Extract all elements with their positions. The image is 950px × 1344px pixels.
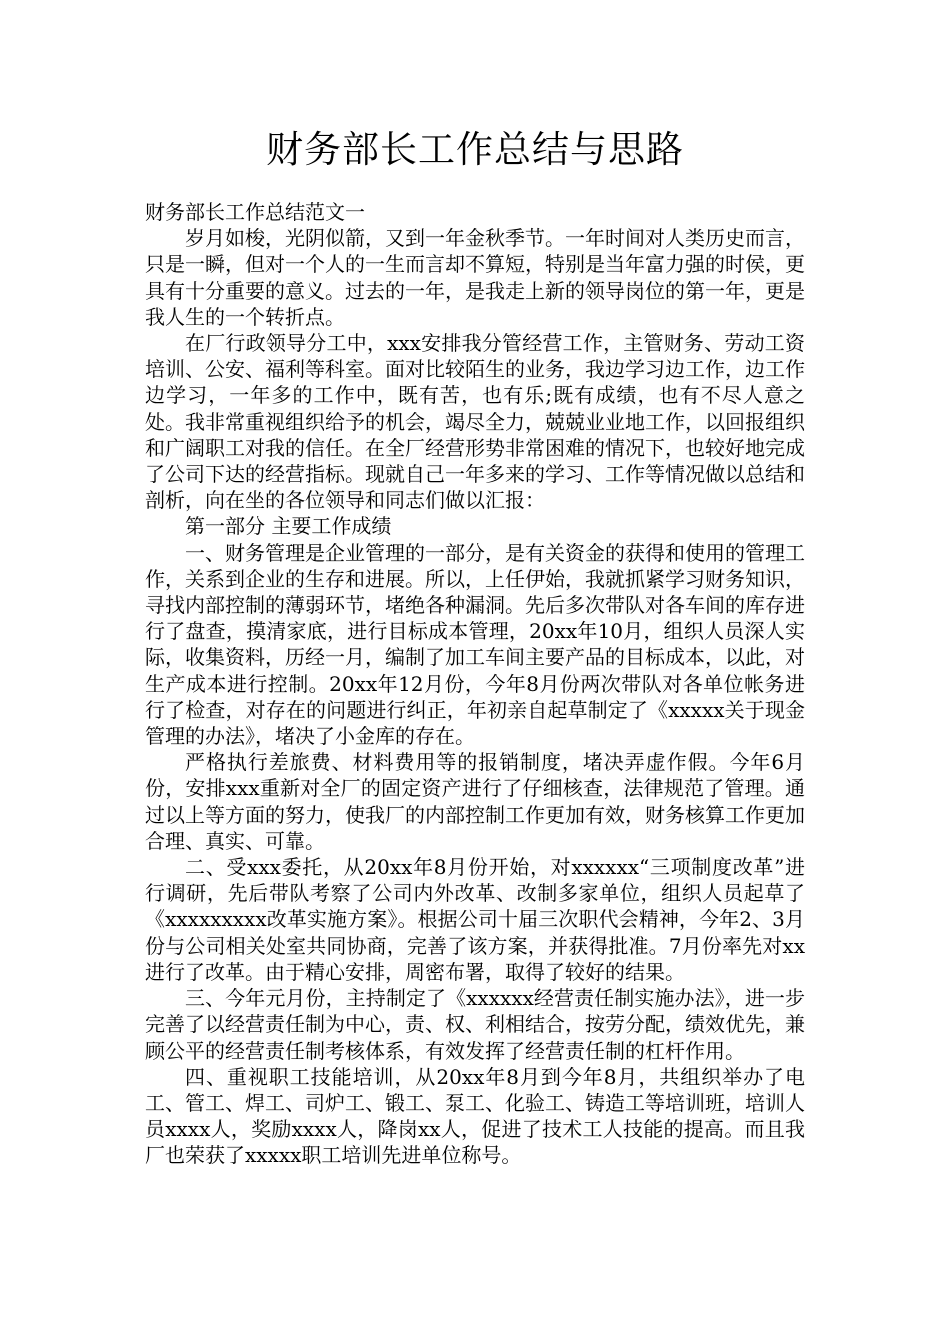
paragraph: 岁月如梭，光阴似箭，又到一年金秋季节。一年时间对人类历史而言，只是一瞬，但对一个人的一生而言却不算短，特别是当年富力强的时侯，更具有十分重要的意义。过去的一年，是我走上新的领导岗位的第一年，更是我人生的一个转折点。 xyxy=(145,226,805,329)
paragraph: 三、今年元月份，主持制定了《xxxxxx经营责任制实施办法》，进一步完善了以经营责任制为中心，责、权、利相结合，按劳分配，绩效优先，兼顾公平的经营责任制考核体系，有效发挥了经营责任制的杠杆作用。 xyxy=(145,986,805,1063)
paragraph: 在厂行政领导分工中，xxx安排我分管经营工作，主管财务、劳动工资培训、公安、福利等科室。面对比较陌生的业务，我边学习边工作，边工作边学习，一年多的工作中，既有苦，也有乐;既有成绩，也有不尽人意之处。我非常重视组织给予的机会，竭尽全力，兢兢业业地工作，以回报组织和广阔职工对我的信任。在全厂经营形势非常困难的情况下，也较好地完成了公司下达的经营指标。现就自己一年多来的学习、工作等情况做以总结和剖析，向在坐的各位领导和同志们做以汇报： xyxy=(145,331,805,513)
paragraph: 一、财务管理是企业管理的一部分，是有关资金的获得和使用的管理工作，关系到企业的生存和进展。所以，上任伊始，我就抓紧学习财务知识，寻找内部控制的薄弱环节，堵绝各种漏洞。先后多次带队对各车间的库存进行了盘查，摸清家底，进行目标成本管理，20xx年10月，组织人员深人实际，收集资料，历经一月，编制了加工车间主要产品的目标成本，以此，对生产成本进行控制。20xx年12月份，今年8月份两次带队对各单位帐务进行了检查，对存在的问题进行纠正，年初亲自起草制定了《xxxxx关于现金管理的办法》，堵决了小金库的存在。 xyxy=(145,540,805,749)
paragraph: 二、受xxx委托，从20xx年8月份开始，对xxxxxx“三项制度改革”进行调研，先后带队考察了公司内外改革、改制多家单位，组织人员起草了《xxxxxxxxx改革实施方案》。根据公司十届三次职代会精神，今年2、3月份与公司相关处室共同协商，完善了该方案，并获得批准。7月份率先对xx进行了改革。由于精心安排，周密布署，取得了较好的结果。 xyxy=(145,855,805,984)
paragraph: 严格执行差旅费、材料费用等的报销制度，堵决弄虚作假。今年6月份，安排xxx重新对全厂的固定资产进行了仔细核查，法律规范了管理。通过以上等方面的努力，使我厂的内部控制工作更加有效，财务核算工作更加合理、真实、可靠。 xyxy=(145,750,805,853)
document-body xyxy=(145,199,805,1169)
part-heading: 第一部分 主要工作成绩 xyxy=(185,514,392,539)
paragraph: 四、重视职工技能培训，从20xx年8月到今年8月，共组织举办了电工、管工、焊工、司炉工、锻工、泵工、化验工、铸造工等培训班，培训人员xxxx人，奖励xxxx人，降岗xx人，促进了技术工人技能的提高。而且我厂也荣获了xxxxx职工培训先进单位称号。 xyxy=(145,1064,805,1168)
section-heading: 财务部长工作总结范文一 xyxy=(145,200,365,224)
document-title: 财务部长工作总结与思路 xyxy=(266,128,684,171)
